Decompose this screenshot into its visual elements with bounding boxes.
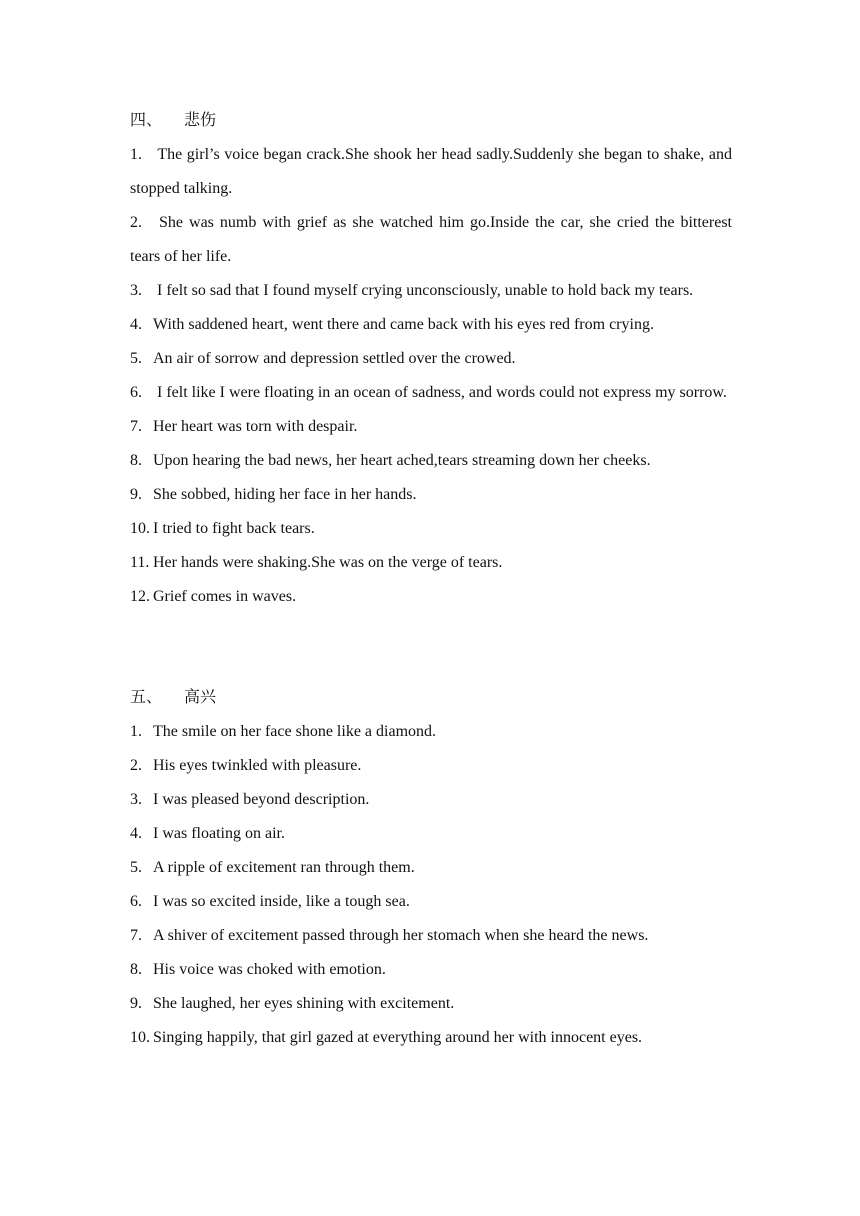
- list-item: 2. She was numb with grief as she watched him go.Inside the car, she cried the bitterest tears of her life.: [130, 214, 732, 265]
- list-item: 9. She sobbed, hiding her face in her hands.: [130, 486, 417, 503]
- list-item: 8. His voice was choked with emotion.: [130, 961, 386, 978]
- document-page: [130, 104, 732, 1055]
- list-item: 6. I was so excited inside, like a tough sea.: [130, 893, 410, 910]
- section-5-heading: [130, 681, 732, 715]
- list-item: 10. Singing happily, that girl gazed at everything around her with innocent eyes.: [130, 1029, 643, 1046]
- list-item: 6. I felt like I were floating in an ocean of sadness, and words could not express my sorrow.: [130, 384, 727, 401]
- section-5-title: 高兴: [184, 689, 217, 706]
- list-item: 5. An air of sorrow and depression settled over the crowed.: [130, 350, 516, 367]
- list-item: 7. Her heart was torn with despair.: [130, 418, 358, 435]
- list-item: 2. His eyes twinkled with pleasure.: [130, 757, 362, 774]
- list-item: 9. She laughed, her eyes shining with excitement.: [130, 995, 455, 1012]
- list-item: 8. Upon hearing the bad news, her heart ached,tears streaming down her cheeks.: [130, 452, 651, 469]
- section-spacer: [130, 614, 732, 681]
- list-item: 4. I was floating on air.: [130, 825, 285, 842]
- list-item: 1. The girl’s voice began crack.She shook her head sadly.Suddenly she began to shake, and stopped talking.: [130, 146, 733, 197]
- section-5-number: 五、: [130, 689, 163, 706]
- list-item: 11. Her hands were shaking.She was on the verge of tears.: [130, 554, 503, 571]
- list-item: 5. A ripple of excitement ran through them.: [130, 859, 415, 876]
- list-item: 4. With saddened heart, went there and came back with his eyes red from crying.: [130, 316, 654, 333]
- section-4-heading: [130, 104, 732, 138]
- list-item: 1. The smile on her face shone like a diamond.: [130, 723, 437, 740]
- list-item: 7. A shiver of excitement passed through her stomach when she heard the news.: [130, 927, 649, 944]
- list-item: 10. I tried to fight back tears.: [130, 520, 315, 537]
- list-item: 3. I was pleased beyond description.: [130, 791, 370, 808]
- section-4-title: 悲伤: [184, 112, 217, 129]
- section-4-number: 四、: [130, 112, 163, 129]
- list-item: 12. Grief comes in waves.: [130, 588, 297, 605]
- list-item: 3. I felt so sad that I found myself crying unconsciously, unable to hold back my tears.: [130, 282, 694, 299]
